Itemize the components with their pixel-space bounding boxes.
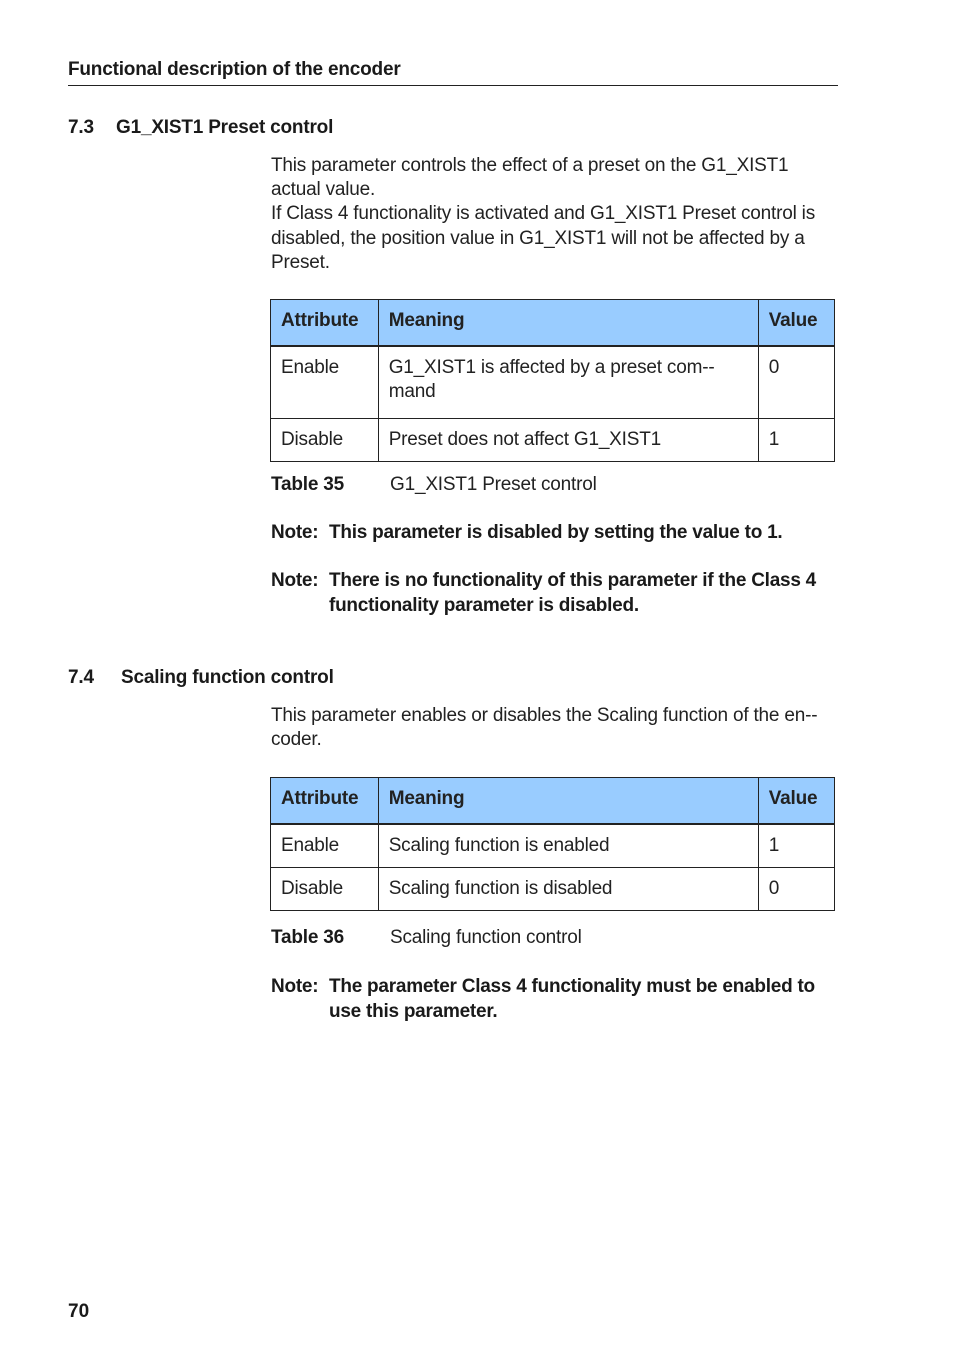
table-cell: 1 (758, 824, 834, 868)
paragraph: This parameter enables or disables the Scaling function of the en-coder. (271, 705, 818, 751)
section-title: G1_XIST1 Preset control (116, 117, 334, 138)
table-header-row (271, 300, 835, 347)
table-header-row (271, 778, 835, 825)
section-7-3-description (271, 154, 837, 275)
table-caption (271, 926, 582, 950)
running-head: Functional description of the encoder (68, 58, 838, 86)
table-cell: 0 (758, 346, 834, 419)
table-cell: G1_XIST1 is affected by a preset com-mand (378, 346, 758, 419)
table-cell: 1 (758, 419, 834, 462)
section-7-4-description (271, 704, 837, 752)
column-header: Value (758, 300, 834, 347)
table-row (271, 346, 835, 419)
paragraph: If Class 4 functionality is activated and G1_XIST1 Preset control is disabled, the position value in G1_XIST1 will not be affected by a Preset. (271, 203, 815, 273)
table-row (271, 824, 835, 868)
caption-label: Table 35 (271, 474, 345, 495)
caption-label: Table 36 (271, 927, 345, 948)
note-label: Note: (271, 976, 319, 997)
column-header: Meaning (378, 778, 758, 825)
table-cell: 0 (758, 868, 834, 911)
column-header: Meaning (378, 300, 758, 347)
section-heading-7-4 (68, 666, 334, 690)
table-cell: Enable (271, 346, 379, 419)
column-header: Attribute (271, 778, 379, 825)
note-label: Note: (271, 570, 319, 591)
note (271, 521, 841, 546)
note-text: There is no functionality of this parameter if the Class 4 functionality parameter is disabled. (329, 570, 816, 616)
section-title: Scaling function control (121, 667, 334, 688)
table-cell: Disable (271, 419, 379, 462)
table-cell: Enable (271, 824, 379, 868)
table-cell: Disable (271, 868, 379, 911)
table-cell: Scaling function is disabled (378, 868, 758, 911)
table-row (271, 868, 835, 911)
column-header: Value (758, 778, 834, 825)
table-caption (271, 473, 597, 497)
scaling-control-table (270, 777, 835, 911)
page-number: 70 (68, 1301, 90, 1322)
section-number: 7.4 (68, 667, 94, 688)
table-row (271, 419, 835, 462)
section-heading-7-3 (68, 116, 333, 140)
table-cell: Scaling function is enabled (378, 824, 758, 868)
paragraph: This parameter controls the effect of a preset on the G1_XIST1 actual value. (271, 155, 789, 201)
caption-text: G1_XIST1 Preset control (390, 474, 597, 495)
caption-text: Scaling function control (390, 927, 582, 948)
note (271, 975, 841, 1024)
note (271, 569, 841, 618)
preset-control-table (270, 299, 835, 462)
note-text: This parameter is disabled by setting the value to 1. (329, 522, 783, 543)
section-number: 7.3 (68, 117, 94, 138)
note-text: The parameter Class 4 functionality must be enabled to use this parameter. (329, 976, 815, 1022)
table-cell: Preset does not affect G1_XIST1 (378, 419, 758, 462)
column-header: Attribute (271, 300, 379, 347)
note-label: Note: (271, 522, 319, 543)
